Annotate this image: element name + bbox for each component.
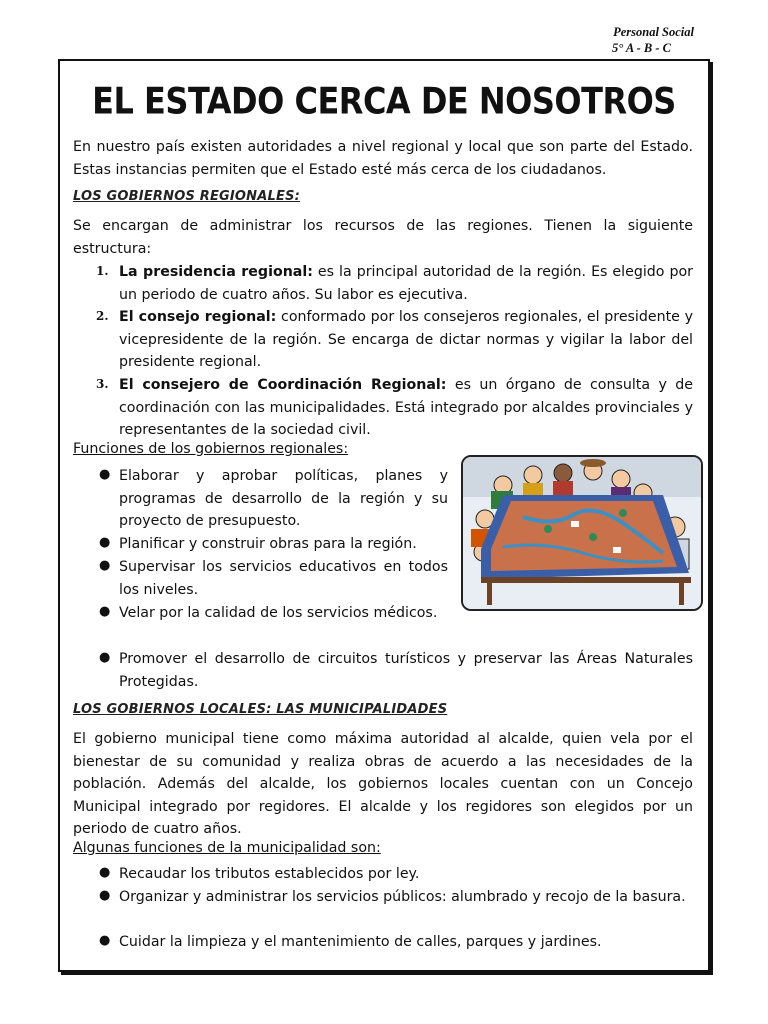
structure-number: 3. [96, 377, 109, 391]
structure-term: La presidencia regional: [119, 264, 313, 280]
bullet: ● [99, 558, 111, 573]
structure-term: El consejero de Coordinación Regional: [119, 377, 447, 393]
list-item: Elaborar y aprobar políticas, planes y programas de desarrollo de la región y su proyecto de presupuesto. [119, 468, 448, 530]
bullet: ● [99, 888, 111, 903]
local-text: El gobierno municipal tiene como máxima autoridad al alcalde, quien vela por el bienestar de su comunidad y realiza obras de acuerdo a las necesidades de la población. Además del alcalde, los gobiernos locales cuentan con un Concejo Municipal integrado por regidores. El alcalde y los regidores son elegidos por un periodo de cuatro años. [73, 731, 693, 838]
structure-number: 2. [96, 309, 109, 323]
list-item: Velar por la calidad de los servicios médicos. [119, 605, 438, 621]
bullet: ● [99, 535, 111, 550]
structure-item [119, 374, 693, 442]
structure-desc: es la principal autoridad de la región. Es elegido por un periodo de cuatro años. Su labor es ejecutiva. [119, 264, 693, 303]
sections-label: 5° A - B - C [611, 41, 671, 55]
local-functions-heading: Algunas funciones de la municipalidad son: [73, 840, 381, 856]
illustration-svg [463, 457, 701, 609]
subject-label: Personal Social [613, 25, 694, 39]
page-title: EL ESTADO CERCA DE NOSOTROS [92, 79, 676, 123]
bullet: ● [99, 865, 111, 880]
structure-item [119, 306, 693, 374]
structure-number: 1. [96, 264, 109, 278]
bullet: ● [99, 933, 111, 948]
structure-desc: conformado por los consejeros regionales, el presidente y vicepresidente de la región. Se encarga de dictar normas y vigilar la labor del presidente regional. [119, 309, 693, 371]
list-item: Cuidar la limpieza y el mantenimiento de calles, parques y jardines. [119, 934, 602, 950]
list-item: Recaudar los tributos establecidos por ley. [119, 866, 420, 882]
bullet: ● [99, 467, 111, 482]
structure-term: El consejo regional: [119, 309, 277, 325]
list-item: Planificar y construir obras para la región. [119, 536, 417, 552]
bullet: ● [99, 650, 111, 665]
regional-council-illustration [461, 455, 703, 611]
regional-heading: LOS GOBIERNOS REGIONALES: [73, 189, 301, 204]
local-heading: LOS GOBIERNOS LOCALES: LAS MUNICIPALIDADES [73, 702, 448, 717]
list-item: Promover el desarrollo de circuitos turísticos y preservar las Áreas Naturales Protegidas. [119, 651, 693, 690]
structure-desc: es un órgano de consulta y de coordinación con las municipalidades. Está integrado por alcaldes provinciales y representantes de la sociedad civil. [119, 377, 693, 439]
structure-item [119, 261, 693, 306]
list-item: Organizar y administrar los servicios públicos: alumbrado y recojo de la basura. [119, 889, 686, 905]
regional-functions-heading: Funciones de los gobiernos regionales: [73, 441, 349, 457]
regional-text: Se encargan de administrar los recursos de las regiones. Tienen la siguiente estructura: [73, 218, 693, 257]
intro-paragraph: En nuestro país existen autoridades a nivel regional y local que son parte del Estado. Estas instancias permiten que el Estado esté más cerca de los ciudadanos. [73, 139, 693, 178]
list-item: Supervisar los servicios educativos en todos los niveles. [119, 559, 448, 598]
bullet: ● [99, 604, 111, 619]
page-header [612, 24, 694, 56]
